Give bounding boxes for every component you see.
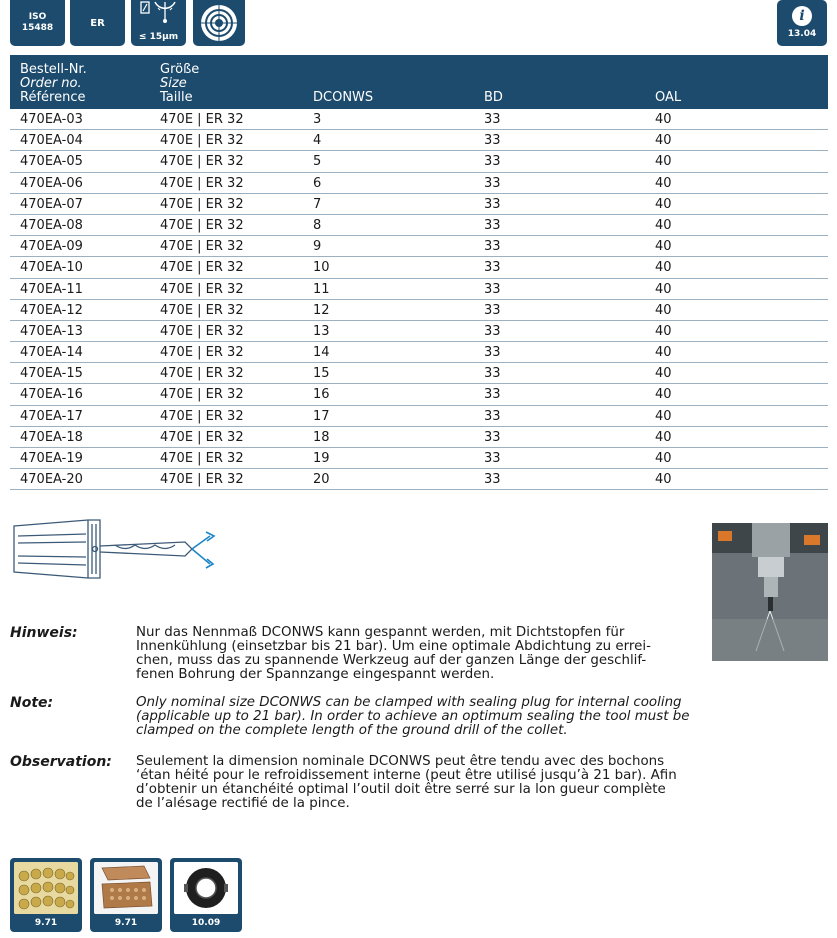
cell-order-number: 470EA-20 — [20, 472, 83, 488]
cell-bd: 33 — [484, 260, 501, 276]
table-body — [10, 109, 828, 490]
cell-size: 470E | ER 32 — [160, 451, 244, 466]
cell-size: 470E | ER 32 — [160, 239, 244, 255]
cell-dconws: 20 — [313, 472, 330, 488]
accessory-wooden-box[interactable] — [90, 858, 162, 932]
accessory-collet-set[interactable] — [10, 858, 82, 932]
cell-bd: 33 — [484, 451, 501, 466]
table-row — [10, 215, 828, 236]
cell-bd: 33 — [484, 366, 501, 382]
note-english-label: Note: — [10, 695, 54, 711]
note-german-text: Nur das Nennmaß DCONWS kann gespannt werden, mit Dichtstopfen für Innenkühlung (einsetzbar bis 21 bar). Um eine optimale Abdichtung zu errei- chen, muss das zu spannende Werkzeug auf der ganzen Länge der geschlif- fenen Bohrung der Spannzange eingespannt werden. — [136, 625, 651, 682]
table-row — [10, 342, 828, 363]
cell-dconws: 15 — [313, 366, 330, 382]
cell-oal: 40 — [655, 281, 672, 297]
cell-dconws: 16 — [313, 387, 330, 403]
table-row — [10, 151, 828, 172]
cell-order-number: 470EA-16 — [20, 387, 83, 403]
cell-oal: 40 — [655, 217, 672, 233]
wooden-box-image — [94, 862, 158, 914]
note-english — [10, 696, 700, 738]
cell-dconws: 5 — [313, 154, 322, 170]
cell-bd: 33 — [484, 472, 501, 488]
accessory-ref: 9.71 — [114, 918, 138, 928]
cell-bd: 33 — [484, 175, 501, 191]
cell-oal: 40 — [655, 408, 672, 424]
cell-oal: 40 — [655, 133, 672, 149]
cell-size: 470E | ER 32 — [160, 175, 244, 191]
cell-oal: 40 — [655, 429, 672, 445]
cell-order-number: 470EA-11 — [20, 281, 83, 297]
header-bd: BD — [484, 90, 503, 105]
note-english-text: Only nominal size DCONWS can be clamped with sealing plug for internal cooling (applicable up to 21 bar). In order to achieve an optimum sealing the tool must be clamped on the complete length of the ground drill of the collet. — [136, 695, 690, 738]
cell-order-number: 470EA-03 — [20, 112, 83, 127]
cell-bd: 33 — [484, 323, 501, 339]
cell-order-number: 470EA-18 — [20, 429, 83, 445]
accessory-clamping-nut[interactable] — [170, 858, 242, 932]
collet-set-image — [14, 862, 78, 914]
cell-size: 470E | ER 32 — [160, 387, 244, 403]
cell-dconws: 13 — [313, 323, 330, 339]
table-row — [10, 300, 828, 321]
cell-dconws: 3 — [313, 112, 322, 127]
cell-order-number: 470EA-14 — [20, 345, 83, 361]
cell-bd: 33 — [484, 133, 501, 149]
cell-dconws: 9 — [313, 239, 322, 255]
table-row — [10, 257, 828, 278]
table-row — [10, 173, 828, 194]
cell-order-number: 470EA-04 — [20, 133, 83, 149]
collet-tolerance-icon — [137, 0, 181, 28]
product-table — [10, 55, 828, 490]
note-german-label: Hinweis: — [10, 625, 78, 641]
cell-oal: 40 — [655, 112, 672, 127]
cell-dconws: 12 — [313, 302, 330, 318]
table-row — [10, 109, 828, 130]
cell-oal: 40 — [655, 387, 672, 403]
cell-bd: 33 — [484, 408, 501, 424]
cell-order-number: 470EA-07 — [20, 196, 83, 212]
accessory-ref: 9.71 — [34, 918, 58, 928]
cell-size: 470E | ER 32 — [160, 302, 244, 318]
clamping-nut-image — [174, 862, 238, 914]
er-badge — [70, 0, 125, 46]
table-row — [10, 321, 828, 342]
cell-dconws: 6 — [313, 175, 322, 191]
cell-dconws: 8 — [313, 217, 322, 233]
cell-dconws: 4 — [313, 133, 322, 149]
cell-oal: 40 — [655, 154, 672, 170]
cell-size: 470E | ER 32 — [160, 323, 244, 339]
accuracy-badge — [131, 0, 186, 46]
collet-drill-drawing — [10, 512, 220, 587]
table-row — [10, 448, 828, 469]
table-row — [10, 130, 828, 151]
cell-order-number: 470EA-13 — [20, 323, 83, 339]
cell-bd: 33 — [484, 217, 501, 233]
cell-dconws: 19 — [313, 451, 330, 466]
note-french — [10, 755, 700, 811]
cell-oal: 40 — [655, 451, 672, 466]
cell-order-number: 470EA-19 — [20, 451, 83, 466]
note-french-text: Seulement la dimension nominale DCONWS peut être tendu avec des bochons ‘étan héité pour le refroidissement interne (peut être utilisé jusqu’à 21 bar). Afin d’obtenir un étanchéité optimal l’outil doit être serré sur la lon gueur complète de l’alésage rectifié de la pince. — [136, 754, 677, 811]
balance-badge — [193, 0, 245, 46]
cell-size: 470E | ER 32 — [160, 408, 244, 424]
cell-bd: 33 — [484, 345, 501, 361]
table-row — [10, 384, 828, 405]
cell-dconws: 17 — [313, 408, 330, 424]
cell-oal: 40 — [655, 345, 672, 361]
cell-order-number: 470EA-05 — [20, 154, 83, 170]
table-row — [10, 279, 828, 300]
iso-label: ISO — [28, 12, 47, 22]
cell-order-number: 470EA-12 — [20, 302, 83, 318]
machine-spindle-photo — [712, 523, 828, 661]
cell-order-number: 470EA-08 — [20, 217, 83, 233]
cell-bd: 33 — [484, 281, 501, 297]
iso-number: 15488 — [21, 23, 54, 33]
cell-oal: 40 — [655, 175, 672, 191]
table-header — [10, 55, 828, 109]
cell-oal: 40 — [655, 196, 672, 212]
note-french-label: Observation: — [10, 754, 112, 770]
page-reference: 13.04 — [787, 29, 817, 39]
table-row — [10, 363, 828, 384]
cell-bd: 33 — [484, 429, 501, 445]
cell-order-number: 470EA-17 — [20, 408, 83, 424]
cell-oal: 40 — [655, 323, 672, 339]
cell-size: 470E | ER 32 — [160, 112, 244, 127]
cell-order-number: 470EA-09 — [20, 239, 83, 255]
cell-size: 470E | ER 32 — [160, 366, 244, 382]
cell-dconws: 14 — [313, 345, 330, 361]
cell-oal: 40 — [655, 302, 672, 318]
cell-order-number: 470EA-10 — [20, 260, 83, 276]
cell-dconws: 10 — [313, 260, 330, 276]
header-size: Größe Size Taille — [160, 62, 200, 105]
cell-bd: 33 — [484, 387, 501, 403]
cell-bd: 33 — [484, 239, 501, 255]
header-oal: OAL — [655, 90, 682, 105]
cell-size: 470E | ER 32 — [160, 260, 244, 276]
cell-dconws: 7 — [313, 196, 322, 212]
header-dconws: DCONWS — [313, 90, 374, 105]
er-label: ER — [90, 17, 105, 29]
cell-bd: 33 — [484, 154, 501, 170]
info-icon: i — [792, 6, 812, 26]
cell-size: 470E | ER 32 — [160, 472, 244, 488]
cell-size: 470E | ER 32 — [160, 154, 244, 170]
table-row — [10, 236, 828, 257]
cell-size: 470E | ER 32 — [160, 429, 244, 445]
cell-size: 470E | ER 32 — [160, 345, 244, 361]
concentric-target-icon — [199, 3, 239, 43]
cell-size: 470E | ER 32 — [160, 196, 244, 212]
table-row — [10, 469, 828, 490]
iso-15488-badge — [10, 0, 65, 46]
cell-dconws: 18 — [313, 429, 330, 445]
cell-bd: 33 — [484, 112, 501, 127]
table-row — [10, 427, 828, 448]
cell-order-number: 470EA-06 — [20, 175, 83, 191]
cell-oal: 40 — [655, 260, 672, 276]
cell-size: 470E | ER 32 — [160, 281, 244, 297]
accuracy-label: ≤ 15µm — [138, 32, 179, 42]
table-row — [10, 406, 828, 427]
cell-bd: 33 — [484, 302, 501, 318]
cell-oal: 40 — [655, 239, 672, 255]
cell-oal: 40 — [655, 366, 672, 382]
accessory-ref: 10.09 — [191, 918, 221, 928]
page-reference-badge[interactable] — [777, 0, 827, 46]
cell-bd: 33 — [484, 196, 501, 212]
cell-dconws: 11 — [313, 281, 330, 297]
table-row — [10, 194, 828, 215]
note-german — [10, 626, 700, 682]
cell-oal: 40 — [655, 472, 672, 488]
cell-size: 470E | ER 32 — [160, 217, 244, 233]
cell-size: 470E | ER 32 — [160, 133, 244, 149]
cell-order-number: 470EA-15 — [20, 366, 83, 382]
header-order-number: Bestell-Nr. Order no. Référence — [20, 62, 87, 105]
